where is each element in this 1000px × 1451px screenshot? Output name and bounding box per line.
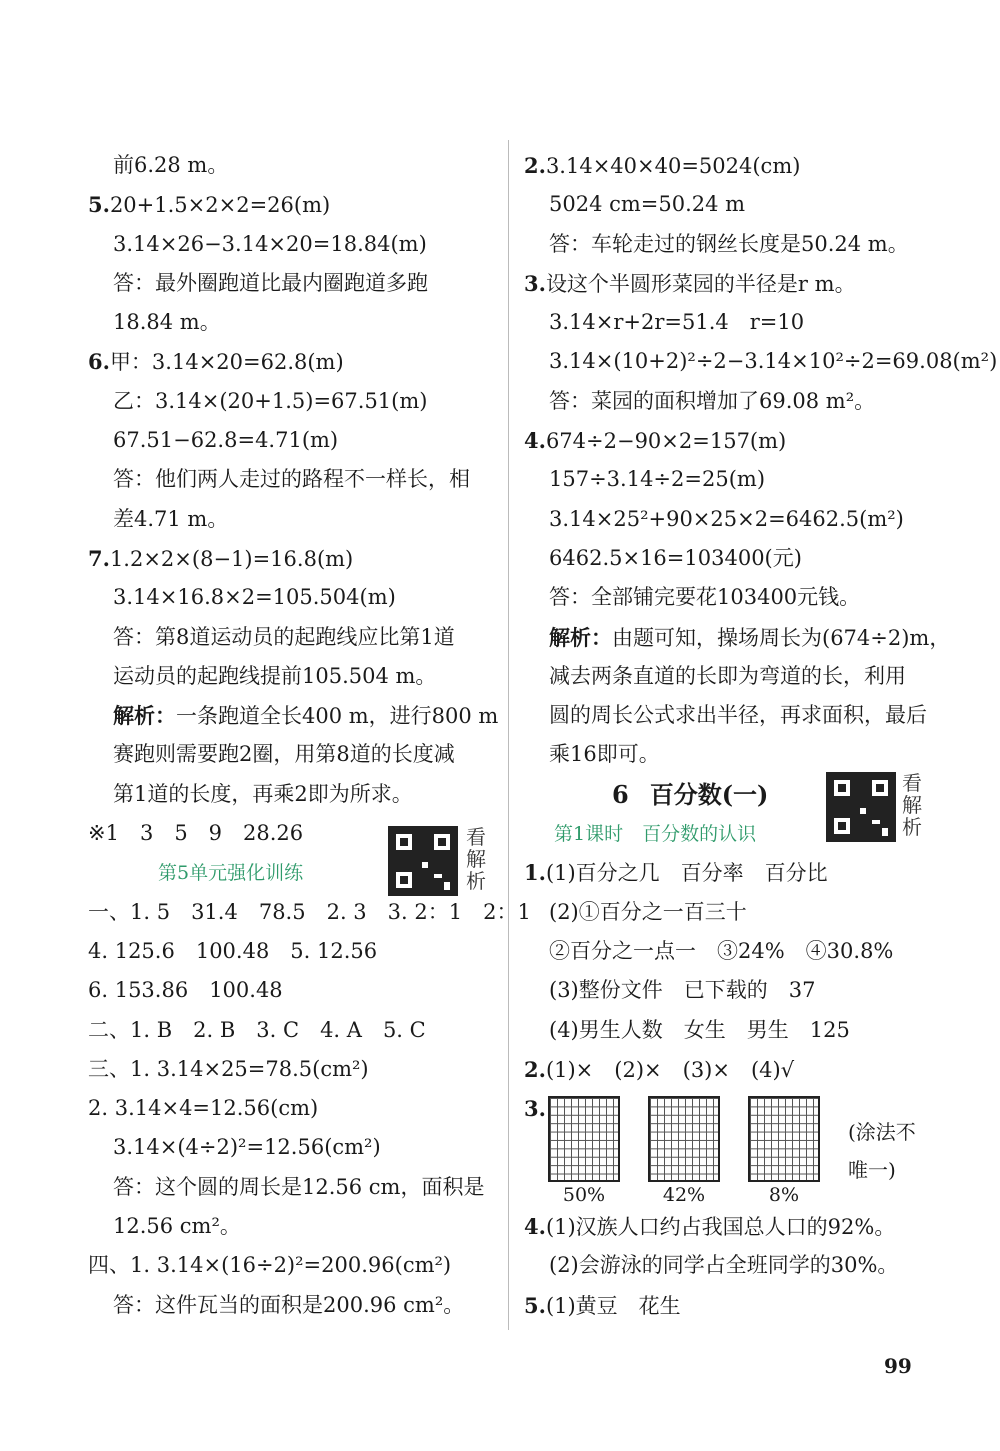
left-line [88,303,498,342]
right-line [524,539,934,578]
left-line [88,775,498,814]
line-text: (2)会游泳的同学占全班同学的30%。 [549,1253,899,1278]
right-line [524,1207,934,1246]
line-text: (1)黄豆 花生 [545,1293,681,1318]
left-line [88,460,498,499]
section-number: 6 [612,779,629,809]
line-text: (4)男生人数 女生 男生 125 [549,1017,850,1042]
line-text: (1)汉族人口约占我国总人口的92%。 [545,1215,896,1240]
right-line [524,1050,934,1089]
line-text: (1)百分之几 百分率 百分比 [545,861,828,886]
line-text: 第1道的长度，再乘2即为所求。 [113,781,413,806]
hundred-grid-42 [648,1096,720,1182]
look-analysis-label-2: 看解析 [902,771,922,839]
question-number: 7. [88,545,110,571]
line-text: 20+1.5×2×2=26(m) [109,193,331,218]
page-number: 99 [884,1354,912,1378]
left-line [88,539,498,578]
line-text: 6462.5×16=103400(元) [549,545,802,570]
line-text: 答：第8道运动员的起跑线应比第1道 [113,624,455,649]
right-line [524,932,934,971]
left-line [88,1128,498,1167]
right-line [524,185,934,224]
line-text: 157÷3.14÷2=25(m) [549,467,766,492]
right-line [524,146,934,185]
line-text: 3.14×40×40=5024(cm) [545,154,801,178]
line-text: 18.84 m。 [113,310,221,335]
hundred-grid-50 [548,1096,620,1182]
left-line [88,696,498,735]
q3-note: (涂法不唯一) [848,1120,916,1182]
line-text: 674÷2−90×2=157(m) [545,429,787,454]
left-line [88,185,498,224]
line-text: 3.14×25²+90×25×2=6462.5(m²) [549,506,904,531]
left-line [88,1246,498,1285]
left-line [88,342,498,381]
section-title: 百分数(一) [649,779,769,809]
line-text: 3.14×r+2r=51.4 r=10 [549,310,805,335]
line-text: 乘16即可。 [549,742,660,767]
grid-label-1: 50% [562,1184,606,1206]
line-text: 设这个半圆形菜园的半径是r m。 [545,271,856,296]
line-text: 4. 125.6 100.48 5. 12.56 [88,938,378,963]
right-line [524,1286,934,1325]
question-number: 5. [88,192,110,218]
line-text: 运动员的起跑线提前105.504 m。 [113,663,437,688]
line-text: 甲：3.14×20=62.8(m) [109,350,344,375]
left-line [88,1286,498,1325]
left-line [88,932,498,971]
question-number: 4. [524,1214,546,1240]
question-number: 5. [524,1292,546,1318]
line-text: ※1 3 5 9 28.26 [88,821,304,846]
lesson-heading: 第5单元强化训练 [158,862,304,885]
line-text: 12.56 cm²。 [113,1214,241,1239]
right-line [524,303,934,342]
right-line [524,421,934,460]
left-line [88,893,531,932]
question-number: 3. [524,1096,546,1122]
qr-code-section6[interactable] [826,772,896,842]
line-text: 1.2×2×(8−1)=16.8(m) [109,546,354,571]
grid-label-3: 8% [768,1184,800,1206]
line-text: (2)①百分之一百三十 [549,899,747,924]
left-line [88,1011,498,1050]
question-number: 2. [524,153,546,178]
line-text: 一、1. 5 31.4 78.5 2. 3 3. 2：1 2：1 [88,899,531,924]
left-line [88,500,498,539]
line-text: 赛跑则需要跑2圈，用第8道的长度减 [113,742,455,767]
line-text: 3.14×26−3.14×20=18.84(m) [113,231,427,256]
line-text: (3)整份文件 已下载的 37 [549,978,816,1003]
left-line [88,146,498,185]
left-line [88,1089,498,1128]
question-number: 6. [88,349,110,375]
left-line [88,1168,498,1207]
right-line [524,853,934,892]
line-text: ②百分之一点一 ③24% ④30.8% [549,938,894,963]
line-text: 答：这件瓦当的面积是200.96 cm²。 [113,1292,465,1317]
line-text: 3.14×16.8×2=105.504(m) [113,585,396,610]
line-text: 5024 cm=50.24 m [549,192,746,217]
line-text: 差4.71 m。 [113,506,229,531]
left-line [88,421,498,460]
line-text: 乙：3.14×(20+1.5)=67.51(m) [113,388,428,413]
left-line [88,382,498,421]
line-text: 四、1. 3.14×(16÷2)²=200.96(cm²) [88,1253,452,1278]
right-line [524,342,998,381]
left-line [88,578,498,617]
left-line [88,264,498,303]
left-line [88,657,498,696]
right-line [524,696,934,735]
right-line [524,1011,934,1050]
right-line [524,264,934,303]
line-text: 答：最外圈跑道比最内圈跑道多跑 [113,270,428,295]
lesson-heading: 第1课时 百分数的认识 [554,823,757,846]
column-divider [508,140,509,1330]
right-line [524,225,934,264]
left-line [88,735,498,774]
right-line [524,382,934,421]
line-text: 圆的周长公式求出半径，再求面积，最后 [549,703,927,728]
line-text: 由题可知，操场周长为(674÷2)m， [612,625,951,650]
right-line [524,893,934,932]
left-line [88,1207,498,1246]
qr-code-unit5[interactable] [388,826,458,896]
line-text: 二、1. B 2. B 3. C 4. A 5. C [88,1017,426,1042]
left-column [88,146,531,1325]
line-text: 答：这个圆的周长是12.56 cm，面积是 [113,1174,485,1199]
question-number: 2. [524,1056,546,1082]
right-line [524,460,934,499]
line-text: (1)× (2)× (3)× (4)√ [545,1057,795,1082]
analysis-label: 解析： [549,624,612,650]
analysis-label: 解析： [113,703,176,729]
hundred-grid-8 [748,1096,820,1182]
right-line [524,500,934,539]
line-text: 答：全部铺完要花103400元钱。 [549,585,861,610]
left-line [88,618,498,657]
left-line [88,225,498,264]
line-text: 前6.28 m。 [113,153,229,177]
right-line [524,1246,934,1285]
right-line [524,578,934,617]
question-number: 3. [524,270,546,296]
line-text: 答：车轮走过的钢丝长度是50.24 m。 [549,231,909,256]
right-line [524,971,934,1010]
line-text: 一条跑道全长400 m，进行800 m [176,704,499,729]
line-text: 6. 153.86 100.48 [88,978,283,1003]
look-analysis-label-1: 看解析 [466,825,486,893]
right-line [524,735,934,774]
line-text: 三、1. 3.14×25=78.5(cm²) [88,1056,369,1081]
left-line [88,971,498,1010]
line-text: 减去两条直道的长即为弯道的长，利用 [549,663,906,688]
line-text: 67.51−62.8=4.71(m) [113,428,339,453]
line-text: 答：他们两人走过的路程不一样长，相 [113,467,470,492]
line-text: 2. 3.14×4=12.56(cm) [88,1096,319,1121]
line-text: 答：菜园的面积增加了69.08 m²。 [549,388,876,413]
line-text: 3.14×(10+2)²÷2−3.14×10²÷2=69.08(m²) [549,349,998,374]
question-number: 4. [524,428,546,454]
grid-label-2: 42% [662,1184,706,1206]
line-text: 3.14×(4÷2)²=12.56(cm²) [113,1135,381,1160]
right-line [524,657,934,696]
right-line [524,618,951,657]
question-number: 1. [524,860,546,886]
left-line [88,1050,498,1089]
